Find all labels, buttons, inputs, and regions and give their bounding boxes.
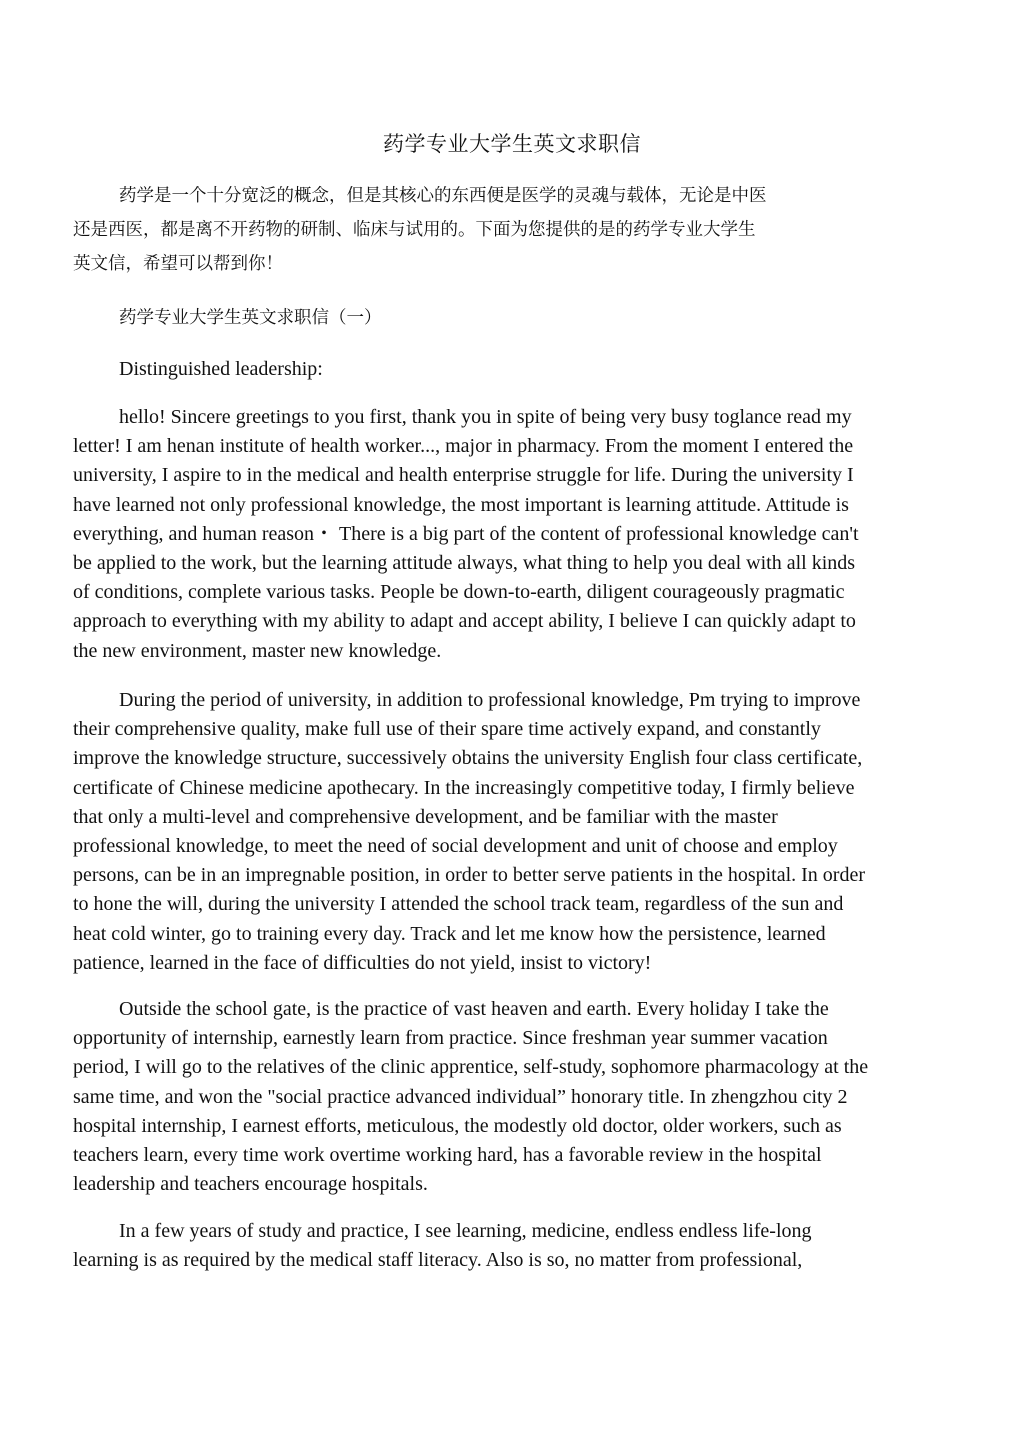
paragraph-line: hospital internship, I earnest efforts, meticulous, the modestly old doctor, older workers, such as bbox=[73, 1114, 842, 1137]
letter-subheading: 药学专业大学生英文求职信（一） bbox=[119, 308, 382, 328]
paragraph-line: heat cold winter, go to training every day. Track and let me know how the persistence, learned bbox=[73, 922, 826, 945]
paragraph-line: to hone the will, during the university I attended the school track team, regardless of the sun and bbox=[73, 893, 844, 916]
paragraph-line: their comprehensive quality, make full use of their spare time actively expand, and constantly bbox=[73, 718, 821, 741]
paragraph-line: patience, learned in the face of difficulties do not yield, insist to victory! bbox=[73, 951, 652, 974]
paragraph-line: certificate of Chinese medicine apothecary. In the increasingly competitive today, I firmly believe bbox=[73, 776, 855, 799]
paragraph-line: of conditions, complete various tasks. People be down-to-earth, diligent courageously pragmatic bbox=[73, 581, 845, 604]
letter-paragraph-3 bbox=[73, 995, 951, 1199]
salutation bbox=[73, 355, 951, 384]
paragraph-line: period, I will go to the relatives of the clinic apprentice, self-study, sophomore pharmacology at the bbox=[73, 1056, 869, 1079]
paragraph-line: teachers learn, every time work overtime working hard, has a favorable review in the hospital bbox=[73, 1144, 822, 1167]
paragraph-line: hello! Sincere greetings to you first, thank you in spite of being very busy toglance read my bbox=[119, 406, 852, 428]
paragraph-line: approach to everything with my ability to adapt and accept ability, I believe I can quickly adapt to bbox=[73, 610, 856, 633]
intro-line: 药学是一个十分宽泛的概念，但是其核心的东西便是医学的灵魂与载体，无论是中医 bbox=[119, 186, 767, 206]
paragraph-line: the new environment, master new knowledge. bbox=[73, 639, 442, 662]
intro-paragraph bbox=[73, 179, 913, 281]
paragraph-line: improve the knowledge structure, successively obtains the university English four class certificate, bbox=[73, 747, 863, 770]
paragraph-line: persons, can be in an impregnable position, in order to better serve patients in the hospital. In order bbox=[73, 864, 866, 887]
paragraph-line: opportunity of internship, earnestly learn from practice. Since freshman year summer vacation bbox=[73, 1027, 828, 1050]
paragraph-line: be applied to the work, but the learning attitude always, what thing to help you deal with all kinds bbox=[73, 552, 856, 575]
letter-paragraph-2 bbox=[73, 686, 951, 978]
paragraph-line: During the period of university, in addition to professional knowledge, Pm trying to improve bbox=[119, 689, 861, 711]
salutation-text: Distinguished leadership: bbox=[119, 358, 323, 380]
paragraph-line: In a few years of study and practice, I see learning, medicine, endless endless life-long bbox=[119, 1220, 812, 1242]
intro-line: 还是西医，都是离不开药物的研制、临床与试用的。下面为您提供的是的药学专业大学生 bbox=[73, 220, 756, 240]
paragraph-line: university, I aspire to in the medical and health enterprise struggle for life. During the university I bbox=[73, 464, 854, 487]
paragraph-line: Outside the school gate, is the practice of vast heaven and earth. Every holiday I take the bbox=[119, 998, 829, 1020]
paragraph-line: have learned not only professional knowledge, the most important is learning attitude. Attitude is bbox=[73, 493, 849, 516]
intro-line: 英文信，希望可以帮到你！ bbox=[73, 254, 283, 274]
paragraph-line: same time, and won the "social practice advanced individual” honorary title. In zhengzhou city 2 bbox=[73, 1085, 848, 1108]
letter-paragraph-4 bbox=[73, 1217, 951, 1275]
paragraph-line: leadership and teachers encourage hospitals. bbox=[73, 1173, 428, 1196]
document-title: 药学专业大学生英文求职信 bbox=[383, 132, 641, 156]
letter-paragraph-1 bbox=[73, 403, 951, 666]
paragraph-line: that only a multi-level and comprehensive development, and be familiar with the master bbox=[73, 805, 778, 828]
paragraph-line: learning is as required by the medical staff literacy. Also is so, no matter from professional, bbox=[73, 1249, 803, 1272]
paragraph-line: everything, and human reason・ There is a big part of the content of professional knowledge can't bbox=[73, 522, 859, 545]
paragraph-line: professional knowledge, to meet the need of social development and unit of choose and employ bbox=[73, 835, 838, 858]
paragraph-line: letter! I am henan institute of health worker..., major in pharmacy. From the moment I entered the bbox=[73, 435, 854, 458]
